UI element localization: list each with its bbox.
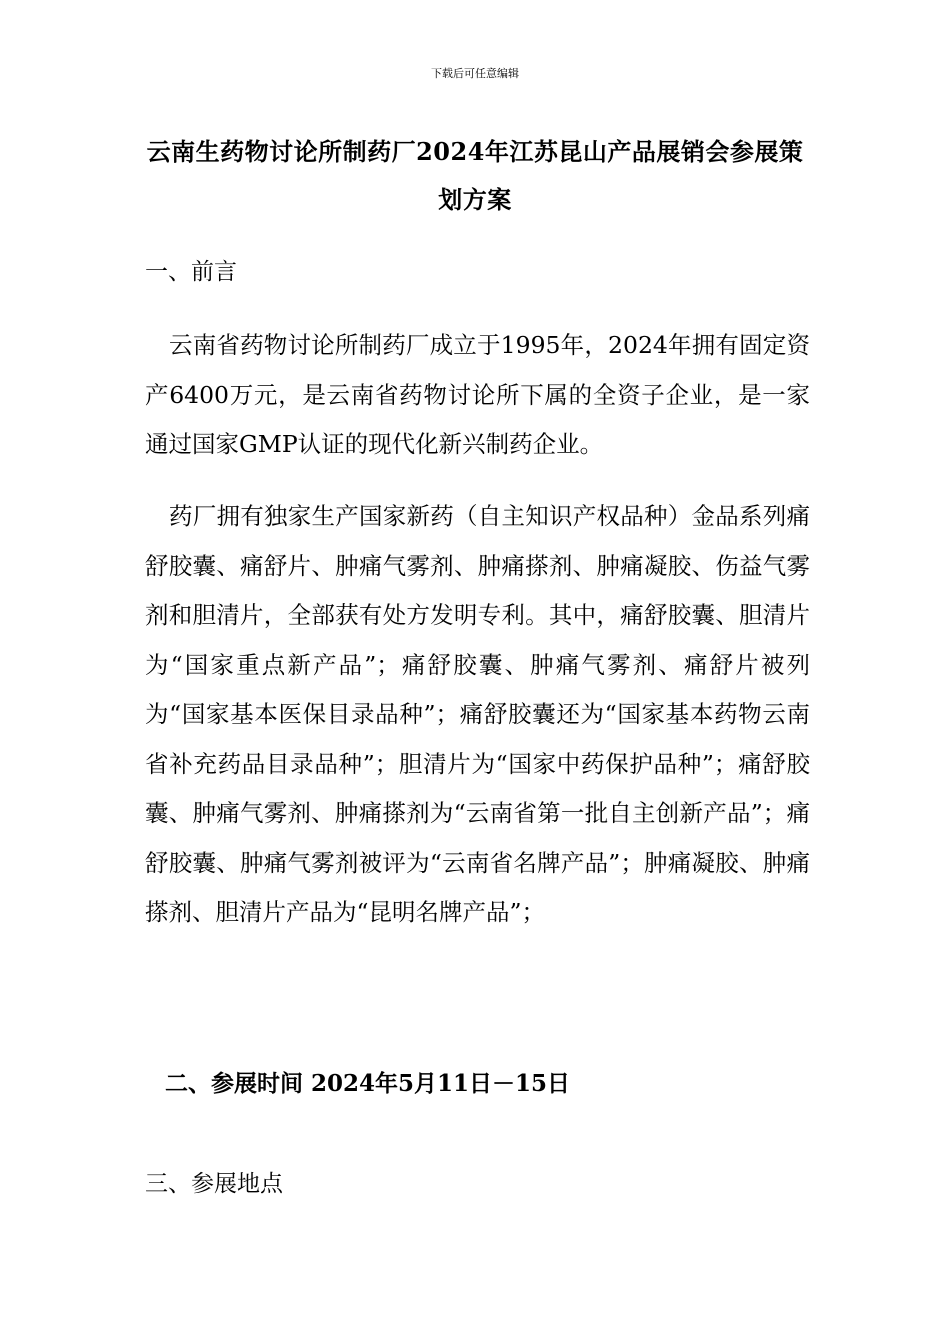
- header-note: 下载后可任意编辑: [431, 67, 519, 80]
- section-heading-preface: 一、前言: [145, 259, 237, 285]
- section-heading-exhibition-time: 二、参展时间 2024年5月11日－15日: [165, 1070, 571, 1097]
- section-heading-exhibition-location: 三、参展地点: [145, 1171, 283, 1197]
- paragraph-company-intro: 云南省药物讨论所制药厂成立于1995年，2024年拥有固定资产6400万元，是云南省药物讨论所下属的全资子企业，是一家通过国家GMP认证的现代化新兴制药企业。: [145, 331, 810, 458]
- paragraph-products: 药厂拥有独家生产国家新药（自主知识产权品种）金品系列痛舒胶囊、痛舒片、肿痛气雾剂、肿痛搽剂、肿痛凝胶、伤益气雾剂和胆清片，全部获有处方发明专利。其中，痛舒胶囊、胆清片为“国家重点新产品”；痛舒胶囊、肿痛气雾剂、痛舒片被列为“国家基本医保目录品种”；痛舒胶囊还为“国家基本药物云南省补充药品目录品种”；胆清片为“国家中药保护品种”；痛舒胶囊、肿痛气雾剂、肿痛搽剂为“云南省第一批自主创新产品”；痛舒胶囊、肿痛气雾剂被评为“云南省名牌产品”；肿痛凝胶、肿痛搽剂、胆清片产品为“昆明名牌产品”；: [145, 502, 810, 926]
- document-title: 云南生药物讨论所制药厂2024年江苏昆山产品展销会参展策划方案: [146, 137, 804, 214]
